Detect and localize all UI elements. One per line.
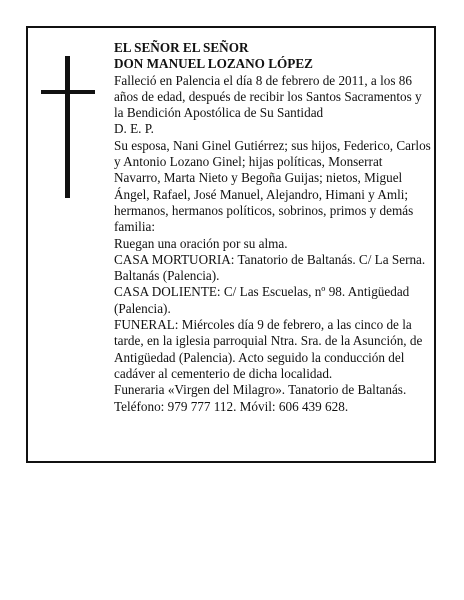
cross-vertical-bar [65, 56, 70, 198]
notice-text [114, 40, 432, 415]
funeral-contact: Funeraria «Virgen del Milagro». Tanatorio de Baltanás. Teléfono: 979 777 112. Móvil: 606 439 628. [114, 382, 407, 414]
heading-line-1: EL SEÑOR EL SEÑOR [114, 40, 249, 55]
deceased-name: DON MANUEL LOZANO LÓPEZ [114, 56, 313, 72]
rip-line: D. E. P. [114, 121, 154, 137]
cross-icon [41, 56, 95, 198]
funeral-service: FUNERAL: Miércoles día 9 de febrero, a las cinco de la tarde, en la iglesia parroquial Ntra. Sra. de la Asunción, de Antigüedad (Palencia). Acto seguido la conducción del cadáver al cementerio de dicha localidad. [114, 317, 423, 381]
death-details: Falleció en Palencia el día 8 de febrero de 2011, a los 86 años de edad, después de recibir los Santos Sacramentos y la Bendición Apostólica de Su Santidad [114, 72, 422, 121]
family-list: Su esposa, Nani Ginel Gutiérrez; sus hijos, Federico, Carlos y Antonio Lozano Ginel; hijas políticas, Monserrat Navarro, Marta Nieto y Begoña Guijas; nietos, Miguel Ángel, Rafael, José Manuel, Alejandro, Himani y Amli; hermanos, hermanos políticos, sobrinos, primos y demás familia: [114, 137, 431, 235]
family-home-address: CASA DOLIENTE: C/ Las Escuelas, nº 98. Antigüedad (Palencia). [114, 284, 410, 316]
cross-horizontal-bar [41, 90, 95, 94]
prayer-request: Ruegan una oración por su alma. [114, 235, 288, 251]
obituary-notice [26, 26, 436, 463]
funeral-home-address: CASA MORTUORIA: Tanatorio de Baltanás. C/ La Serna. Baltanás (Palencia). [114, 251, 426, 284]
